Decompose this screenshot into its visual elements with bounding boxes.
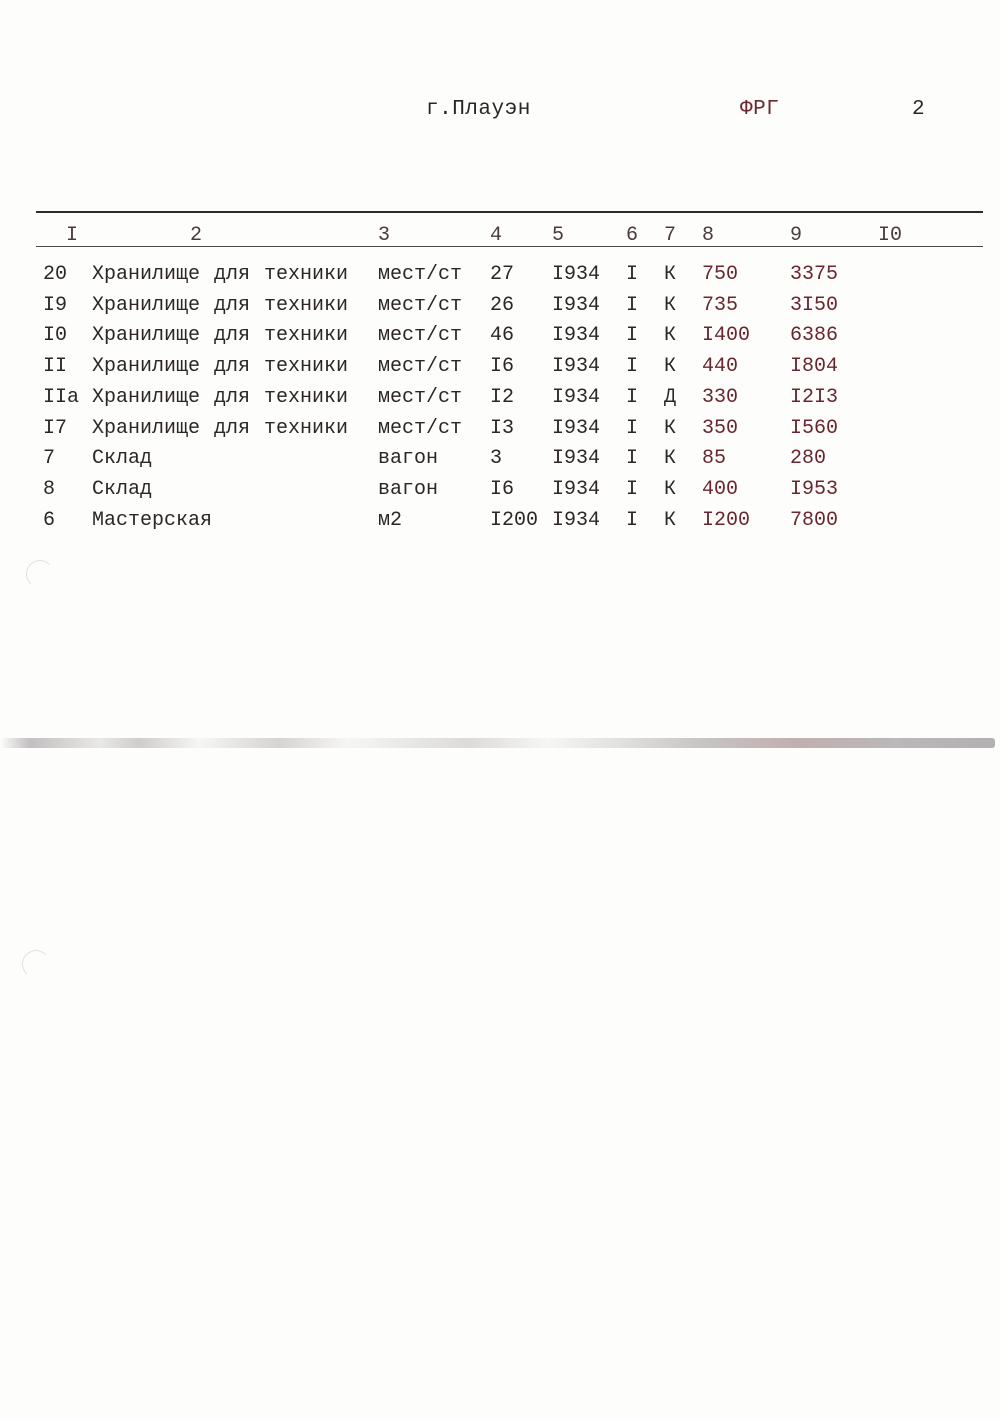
table-cell: Д (664, 385, 677, 409)
table-cell: 750 (702, 263, 739, 286)
table-cell: мест/ст (378, 355, 463, 379)
column-header: 6 (626, 224, 639, 247)
table-cell: Хранилище для техники (92, 385, 349, 409)
table-cell: I (626, 263, 639, 286)
table-cell: вагон (378, 447, 439, 471)
table-cell: I953 (790, 477, 839, 501)
table-cell: Хранилище для техники (92, 263, 349, 286)
table-cell: I7 (43, 416, 68, 440)
column-header-rule (36, 246, 983, 247)
table-cell: I (626, 293, 639, 317)
table-cell: 3375 (790, 263, 839, 286)
table-cell: I560 (790, 416, 839, 440)
table-cell: К (664, 263, 677, 286)
column-header: I0 (878, 224, 903, 247)
table-cell: 735 (702, 293, 739, 317)
table-cell: 6 (43, 508, 56, 532)
table-cell: 26 (490, 293, 515, 317)
table-cell: мест/ст (378, 385, 463, 409)
table-cell: I6 (490, 477, 515, 501)
table-cell: I934 (552, 447, 601, 471)
table-cell: I6 (490, 355, 515, 379)
table-cell: I200 (702, 508, 751, 532)
table-cell: I934 (552, 293, 601, 317)
table-cell: I400 (702, 324, 751, 348)
column-header: I (66, 224, 79, 247)
table-cell: I0 (43, 324, 68, 348)
table-cell: мест/ст (378, 293, 463, 317)
table-cell: Склад (92, 447, 153, 471)
column-header: 4 (490, 224, 503, 247)
table-cell: 8 (43, 477, 56, 501)
table-cell: 400 (702, 477, 739, 501)
table-cell: К (664, 508, 677, 532)
table-cell: К (664, 447, 677, 471)
table-cell: I (626, 324, 639, 348)
table-cell: Склад (92, 477, 153, 501)
table-cell: 3 (490, 447, 503, 471)
table-cell: 330 (702, 385, 739, 409)
table-cell: Хранилище для техники (92, 416, 349, 440)
table-cell: IIa (43, 385, 80, 409)
table-cell: К (664, 477, 677, 501)
table-cell: мест/ст (378, 416, 463, 440)
column-header: 2 (190, 224, 203, 247)
table-cell: I934 (552, 263, 601, 286)
punch-hole-mark (26, 560, 54, 588)
header-country: ФРГ (740, 98, 780, 121)
table-cell: I804 (790, 355, 839, 379)
table-cell: I934 (552, 324, 601, 348)
table-cell: 27 (490, 263, 515, 286)
table-cell: мест/ст (378, 324, 463, 348)
column-header: 8 (702, 224, 715, 247)
table-cell: 350 (702, 416, 739, 440)
table-cell: I (626, 416, 639, 440)
table-cell: I2 (490, 385, 515, 409)
table-cell: мест/ст (378, 263, 463, 286)
table-cell: II (43, 355, 68, 379)
table-cell: I934 (552, 477, 601, 501)
table-cell: I934 (552, 508, 601, 532)
table-cell: м2 (378, 508, 403, 532)
header-city: г.Плауэн (426, 98, 531, 121)
table-cell: I (626, 477, 639, 501)
table-cell: I9 (43, 293, 68, 317)
table-cell: 85 (702, 447, 727, 471)
table-cell: К (664, 355, 677, 379)
table-cell: I (626, 355, 639, 379)
table-cell: Хранилище для техники (92, 324, 349, 348)
table-cell: Хранилище для техники (92, 293, 349, 317)
table-cell: 3I50 (790, 293, 839, 317)
table-cell: К (664, 416, 677, 440)
punch-hole-mark (22, 950, 50, 978)
table-cell: 7 (43, 447, 56, 471)
column-header: 5 (552, 224, 565, 247)
table-cell: I934 (552, 355, 601, 379)
table-cell: 440 (702, 355, 739, 379)
column-header: 3 (378, 224, 391, 247)
table-cell: К (664, 324, 677, 348)
table-cell: I934 (552, 416, 601, 440)
table-cell: I3 (490, 416, 515, 440)
table-cell: I (626, 385, 639, 409)
table-cell: I (626, 508, 639, 532)
table-cell: 280 (790, 447, 827, 471)
table-cell: I2I3 (790, 385, 839, 409)
table-cell: 6386 (790, 324, 839, 348)
table-cell: 7800 (790, 508, 839, 532)
column-header: 9 (790, 224, 803, 247)
table-cell: Мастерская (92, 508, 213, 532)
page-number: 2 (912, 98, 926, 121)
table-top-rule (36, 211, 983, 213)
table-cell: I (626, 447, 639, 471)
table-cell: 46 (490, 324, 515, 348)
table-cell: Хранилище для техники (92, 355, 349, 379)
table-cell: 20 (43, 263, 68, 286)
copy-smudge-band (0, 738, 995, 748)
column-header: 7 (664, 224, 677, 247)
table-cell: вагон (378, 477, 439, 501)
table-cell: I934 (552, 385, 601, 409)
table-cell: К (664, 293, 677, 317)
table-cell: I200 (490, 508, 539, 532)
